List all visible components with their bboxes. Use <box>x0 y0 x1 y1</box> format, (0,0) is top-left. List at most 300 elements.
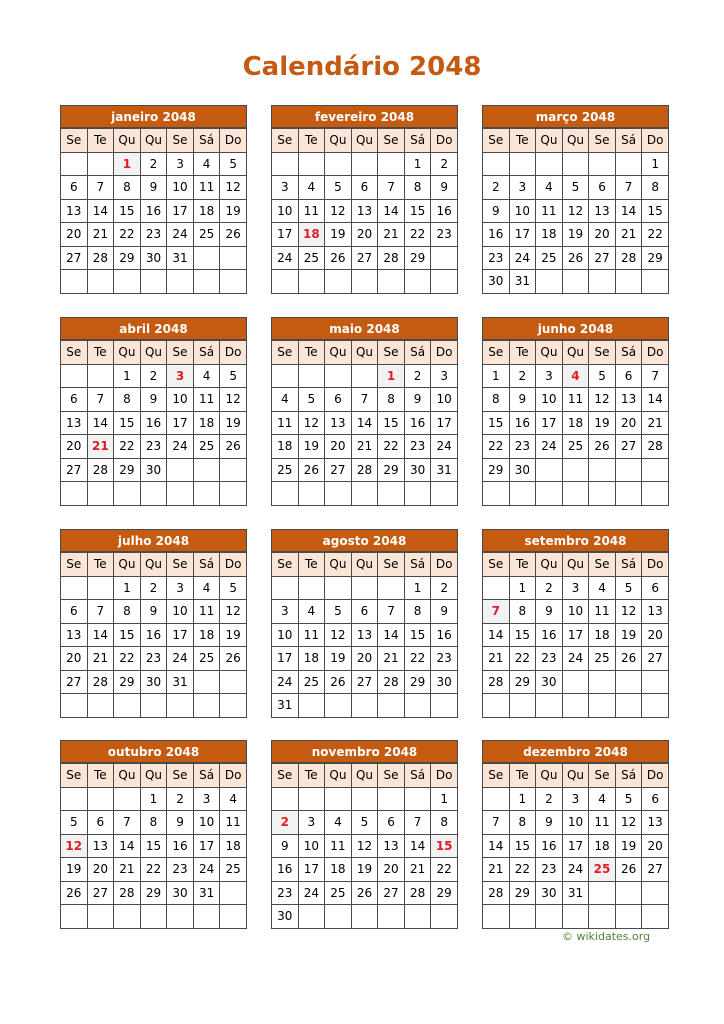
day-cell: 17 <box>298 858 325 882</box>
day-cell: 9 <box>272 834 299 858</box>
empty-day-cell <box>642 905 669 929</box>
day-cell: 11 <box>298 623 325 647</box>
day-cell: 15 <box>483 411 510 435</box>
day-cell: 14 <box>404 834 431 858</box>
weekday-header: Te <box>298 341 325 365</box>
empty-day-cell <box>378 787 405 811</box>
day-cell: 25 <box>298 246 325 270</box>
day-cell: 14 <box>483 834 510 858</box>
day-cell: 4 <box>220 787 247 811</box>
day-cell: 25 <box>562 435 589 459</box>
day-cell: 28 <box>351 458 378 482</box>
day-cell: 23 <box>404 435 431 459</box>
weekday-header: Se <box>589 764 616 788</box>
empty-day-cell <box>298 152 325 176</box>
empty-day-cell <box>140 482 167 506</box>
empty-day-cell <box>615 670 642 694</box>
day-cell: 3 <box>562 576 589 600</box>
day-cell: 8 <box>114 176 141 200</box>
empty-day-cell <box>61 787 88 811</box>
weekday-header: Do <box>642 341 669 365</box>
day-cell: 14 <box>378 623 405 647</box>
day-cell: 23 <box>536 647 563 671</box>
empty-day-cell <box>87 694 114 718</box>
day-cell: 4 <box>589 576 616 600</box>
day-cell: 24 <box>562 858 589 882</box>
empty-day-cell <box>536 905 563 929</box>
day-cell: 9 <box>431 600 458 624</box>
weekday-header: Sá <box>193 553 220 577</box>
day-cell: 16 <box>483 223 510 247</box>
weekday-header: Qu <box>536 341 563 365</box>
empty-day-cell <box>562 482 589 506</box>
day-cell: 27 <box>87 881 114 905</box>
day-cell: 4 <box>298 176 325 200</box>
day-cell: 17 <box>167 623 194 647</box>
day-cell: 8 <box>404 600 431 624</box>
empty-day-cell <box>404 270 431 294</box>
day-cell: 7 <box>483 811 510 835</box>
day-cell: 10 <box>431 388 458 412</box>
empty-day-cell <box>562 152 589 176</box>
day-cell: 22 <box>642 223 669 247</box>
day-cell: 16 <box>167 834 194 858</box>
day-cell: 14 <box>87 623 114 647</box>
weekday-header: Qu <box>562 553 589 577</box>
day-cell: 21 <box>483 647 510 671</box>
day-cell: 19 <box>562 223 589 247</box>
day-cell: 6 <box>378 811 405 835</box>
holiday-day-cell: 3 <box>167 364 194 388</box>
day-cell: 24 <box>193 858 220 882</box>
empty-day-cell <box>140 905 167 929</box>
day-cell: 13 <box>61 199 88 223</box>
day-cell: 16 <box>536 834 563 858</box>
day-cell: 26 <box>589 435 616 459</box>
empty-day-cell <box>298 482 325 506</box>
empty-day-cell <box>193 670 220 694</box>
day-cell: 5 <box>220 152 247 176</box>
day-cell: 12 <box>298 411 325 435</box>
month-block <box>482 317 669 506</box>
day-cell: 24 <box>298 881 325 905</box>
day-cell: 5 <box>615 576 642 600</box>
empty-day-cell <box>61 270 88 294</box>
day-cell: 10 <box>298 834 325 858</box>
day-cell: 9 <box>140 388 167 412</box>
day-cell: 7 <box>642 364 669 388</box>
weekday-header: Qu <box>114 764 141 788</box>
day-cell: 20 <box>87 858 114 882</box>
day-cell: 14 <box>351 411 378 435</box>
day-cell: 21 <box>87 223 114 247</box>
day-cell: 28 <box>378 670 405 694</box>
day-cell: 29 <box>114 246 141 270</box>
empty-day-cell <box>193 694 220 718</box>
empty-day-cell <box>298 364 325 388</box>
empty-day-cell <box>642 270 669 294</box>
day-cell: 14 <box>615 199 642 223</box>
day-cell: 26 <box>220 223 247 247</box>
day-cell: 5 <box>298 388 325 412</box>
empty-day-cell <box>61 905 88 929</box>
month-title: janeiro 2048 <box>60 105 247 128</box>
empty-day-cell <box>325 482 352 506</box>
day-cell: 31 <box>509 270 536 294</box>
empty-day-cell <box>220 670 247 694</box>
day-cell: 25 <box>220 858 247 882</box>
day-cell: 15 <box>114 623 141 647</box>
day-cell: 1 <box>431 787 458 811</box>
weekday-header: Do <box>642 129 669 153</box>
day-cell: 4 <box>193 576 220 600</box>
weekday-header: Qu <box>536 764 563 788</box>
day-cell: 21 <box>483 858 510 882</box>
day-cell: 23 <box>167 858 194 882</box>
day-cell: 26 <box>615 858 642 882</box>
day-cell: 26 <box>220 647 247 671</box>
day-cell: 24 <box>509 246 536 270</box>
day-cell: 24 <box>431 435 458 459</box>
day-cell: 5 <box>562 176 589 200</box>
empty-day-cell <box>61 694 88 718</box>
day-cell: 18 <box>220 834 247 858</box>
weekday-header: Do <box>220 764 247 788</box>
empty-day-cell <box>615 152 642 176</box>
weekday-header: Qu <box>325 764 352 788</box>
day-cell: 30 <box>272 905 299 929</box>
day-cell: 8 <box>378 388 405 412</box>
day-cell: 25 <box>193 647 220 671</box>
day-cell: 4 <box>325 811 352 835</box>
day-cell: 29 <box>404 246 431 270</box>
day-cell: 18 <box>298 647 325 671</box>
month-block <box>482 740 669 929</box>
day-cell: 23 <box>272 881 299 905</box>
day-cell: 22 <box>378 435 405 459</box>
empty-day-cell <box>87 364 114 388</box>
weekday-header: Te <box>87 764 114 788</box>
empty-day-cell <box>325 576 352 600</box>
day-cell: 20 <box>325 435 352 459</box>
empty-day-cell <box>220 246 247 270</box>
day-cell: 3 <box>167 152 194 176</box>
day-cell: 11 <box>589 811 616 835</box>
day-cell: 6 <box>61 176 88 200</box>
day-cell: 3 <box>298 811 325 835</box>
empty-day-cell <box>404 694 431 718</box>
empty-day-cell <box>325 787 352 811</box>
day-cell: 1 <box>509 787 536 811</box>
day-cell: 1 <box>404 576 431 600</box>
empty-day-cell <box>642 694 669 718</box>
day-cell: 21 <box>351 435 378 459</box>
day-cell: 30 <box>536 881 563 905</box>
empty-day-cell <box>536 152 563 176</box>
day-cell: 11 <box>193 600 220 624</box>
day-cell: 28 <box>483 670 510 694</box>
empty-day-cell <box>642 881 669 905</box>
day-cell: 31 <box>167 670 194 694</box>
day-cell: 29 <box>114 458 141 482</box>
weekday-header: Do <box>220 341 247 365</box>
empty-day-cell <box>615 694 642 718</box>
day-cell: 18 <box>193 199 220 223</box>
weekday-header: Te <box>298 553 325 577</box>
day-cell: 14 <box>483 623 510 647</box>
empty-day-cell <box>325 152 352 176</box>
day-cell: 20 <box>589 223 616 247</box>
day-cell: 16 <box>431 199 458 223</box>
day-cell: 11 <box>193 176 220 200</box>
empty-day-cell <box>378 576 405 600</box>
empty-day-cell <box>114 270 141 294</box>
weekday-header: Se <box>167 764 194 788</box>
day-cell: 30 <box>140 246 167 270</box>
day-cell: 14 <box>87 411 114 435</box>
day-cell: 13 <box>642 600 669 624</box>
empty-day-cell <box>483 152 510 176</box>
empty-day-cell <box>642 670 669 694</box>
day-cell: 31 <box>193 881 220 905</box>
day-cell: 4 <box>298 600 325 624</box>
day-cell: 29 <box>483 458 510 482</box>
day-cell: 23 <box>509 435 536 459</box>
weekday-header: Qu <box>536 129 563 153</box>
weekday-header: Se <box>272 553 299 577</box>
day-cell: 27 <box>61 670 88 694</box>
day-cell: 10 <box>193 811 220 835</box>
empty-day-cell <box>509 152 536 176</box>
empty-day-cell <box>193 482 220 506</box>
day-cell: 6 <box>87 811 114 835</box>
day-cell: 18 <box>325 858 352 882</box>
day-cell: 27 <box>325 458 352 482</box>
day-cell: 12 <box>562 199 589 223</box>
day-cell: 26 <box>220 435 247 459</box>
weekday-header: Qu <box>351 553 378 577</box>
weekday-header: Qu <box>351 764 378 788</box>
weekday-header: Sá <box>404 341 431 365</box>
day-cell: 26 <box>325 670 352 694</box>
day-cell: 16 <box>140 199 167 223</box>
day-cell: 17 <box>167 411 194 435</box>
day-cell: 16 <box>431 623 458 647</box>
day-cell: 1 <box>404 152 431 176</box>
day-cell: 21 <box>114 858 141 882</box>
holiday-day-cell: 25 <box>589 858 616 882</box>
day-cell: 20 <box>61 647 88 671</box>
day-cell: 6 <box>61 600 88 624</box>
day-cell: 16 <box>272 858 299 882</box>
day-cell: 18 <box>589 623 616 647</box>
day-cell: 21 <box>87 647 114 671</box>
empty-day-cell <box>61 364 88 388</box>
day-cell: 30 <box>140 670 167 694</box>
day-cell: 21 <box>642 411 669 435</box>
weekday-header: Sá <box>193 764 220 788</box>
day-cell: 29 <box>140 881 167 905</box>
empty-day-cell <box>431 482 458 506</box>
day-cell: 10 <box>536 388 563 412</box>
weekday-header: Qu <box>140 764 167 788</box>
empty-day-cell <box>509 482 536 506</box>
empty-day-cell <box>509 905 536 929</box>
weekday-header: Qu <box>536 553 563 577</box>
day-cell: 15 <box>404 623 431 647</box>
empty-day-cell <box>351 364 378 388</box>
day-cell: 6 <box>642 787 669 811</box>
day-cell: 25 <box>193 435 220 459</box>
month-title: junho 2048 <box>482 317 669 340</box>
day-cell: 17 <box>562 834 589 858</box>
empty-day-cell <box>431 246 458 270</box>
empty-day-cell <box>140 270 167 294</box>
holiday-day-cell: 21 <box>87 435 114 459</box>
day-cell: 20 <box>642 834 669 858</box>
weekday-header: Do <box>431 129 458 153</box>
day-cell: 18 <box>536 223 563 247</box>
weekday-header: Te <box>509 129 536 153</box>
weekday-header: Te <box>87 553 114 577</box>
day-cell: 3 <box>431 364 458 388</box>
day-cell: 1 <box>114 576 141 600</box>
holiday-day-cell: 12 <box>61 834 88 858</box>
empty-day-cell <box>509 694 536 718</box>
month-block <box>482 105 669 294</box>
weekday-header: Se <box>61 341 88 365</box>
day-cell: 8 <box>509 811 536 835</box>
empty-day-cell <box>615 881 642 905</box>
weekday-header: Se <box>272 764 299 788</box>
empty-day-cell <box>351 152 378 176</box>
day-cell: 19 <box>220 623 247 647</box>
holiday-day-cell: 4 <box>562 364 589 388</box>
day-cell: 9 <box>404 388 431 412</box>
weekday-header: Sá <box>615 764 642 788</box>
day-cell: 19 <box>298 435 325 459</box>
weekday-header: Se <box>167 553 194 577</box>
empty-day-cell <box>220 905 247 929</box>
day-cell: 25 <box>325 881 352 905</box>
weekday-header: Do <box>431 553 458 577</box>
day-cell: 3 <box>272 176 299 200</box>
day-cell: 26 <box>562 246 589 270</box>
weekday-header: Se <box>483 341 510 365</box>
day-cell: 26 <box>325 246 352 270</box>
empty-day-cell <box>298 694 325 718</box>
empty-day-cell <box>114 905 141 929</box>
day-cell: 11 <box>589 600 616 624</box>
day-cell: 5 <box>615 787 642 811</box>
month-title: abril 2048 <box>60 317 247 340</box>
weekday-header: Te <box>509 764 536 788</box>
empty-day-cell <box>87 576 114 600</box>
empty-day-cell <box>298 576 325 600</box>
day-cell: 2 <box>483 176 510 200</box>
empty-day-cell <box>272 270 299 294</box>
month-block <box>60 529 247 718</box>
day-cell: 19 <box>589 411 616 435</box>
weekday-header: Se <box>589 129 616 153</box>
day-cell: 11 <box>298 199 325 223</box>
empty-day-cell <box>61 576 88 600</box>
month-title: maio 2048 <box>271 317 458 340</box>
holiday-day-cell: 7 <box>483 600 510 624</box>
day-cell: 13 <box>351 623 378 647</box>
day-cell: 22 <box>431 858 458 882</box>
weekday-header: Qu <box>351 129 378 153</box>
day-cell: 15 <box>642 199 669 223</box>
day-cell: 10 <box>272 623 299 647</box>
empty-day-cell <box>114 694 141 718</box>
empty-day-cell <box>536 482 563 506</box>
day-cell: 17 <box>536 411 563 435</box>
weekday-header: Se <box>272 341 299 365</box>
day-cell: 23 <box>431 223 458 247</box>
day-cell: 29 <box>404 670 431 694</box>
day-cell: 10 <box>167 388 194 412</box>
day-cell: 16 <box>404 411 431 435</box>
empty-day-cell <box>615 270 642 294</box>
weekday-header: Sá <box>615 553 642 577</box>
day-cell: 19 <box>615 623 642 647</box>
day-cell: 11 <box>272 411 299 435</box>
empty-day-cell <box>193 270 220 294</box>
empty-day-cell <box>378 905 405 929</box>
day-cell: 28 <box>87 458 114 482</box>
weekday-header: Sá <box>404 553 431 577</box>
day-cell: 4 <box>193 364 220 388</box>
empty-day-cell <box>536 270 563 294</box>
day-cell: 19 <box>325 647 352 671</box>
day-cell: 10 <box>167 600 194 624</box>
day-cell: 25 <box>298 670 325 694</box>
empty-day-cell <box>483 905 510 929</box>
day-cell: 21 <box>615 223 642 247</box>
empty-day-cell <box>167 694 194 718</box>
day-cell: 22 <box>483 435 510 459</box>
day-cell: 7 <box>114 811 141 835</box>
weekday-header: Se <box>483 553 510 577</box>
day-cell: 31 <box>562 881 589 905</box>
day-cell: 16 <box>140 411 167 435</box>
empty-day-cell <box>589 881 616 905</box>
day-cell: 8 <box>140 811 167 835</box>
empty-day-cell <box>642 482 669 506</box>
day-cell: 31 <box>167 246 194 270</box>
day-cell: 13 <box>61 623 88 647</box>
empty-day-cell <box>483 694 510 718</box>
day-cell: 17 <box>193 834 220 858</box>
month-block <box>60 317 247 506</box>
day-cell: 12 <box>615 600 642 624</box>
day-cell: 11 <box>325 834 352 858</box>
day-cell: 18 <box>589 834 616 858</box>
day-cell: 15 <box>404 199 431 223</box>
weekday-header: Qu <box>325 553 352 577</box>
empty-day-cell <box>615 482 642 506</box>
day-cell: 18 <box>193 411 220 435</box>
empty-day-cell <box>536 458 563 482</box>
month-title: setembro 2048 <box>482 529 669 552</box>
empty-day-cell <box>351 905 378 929</box>
weekday-header: Qu <box>562 341 589 365</box>
weekday-header: Sá <box>404 129 431 153</box>
day-cell: 3 <box>193 787 220 811</box>
empty-day-cell <box>404 905 431 929</box>
empty-day-cell <box>325 905 352 929</box>
